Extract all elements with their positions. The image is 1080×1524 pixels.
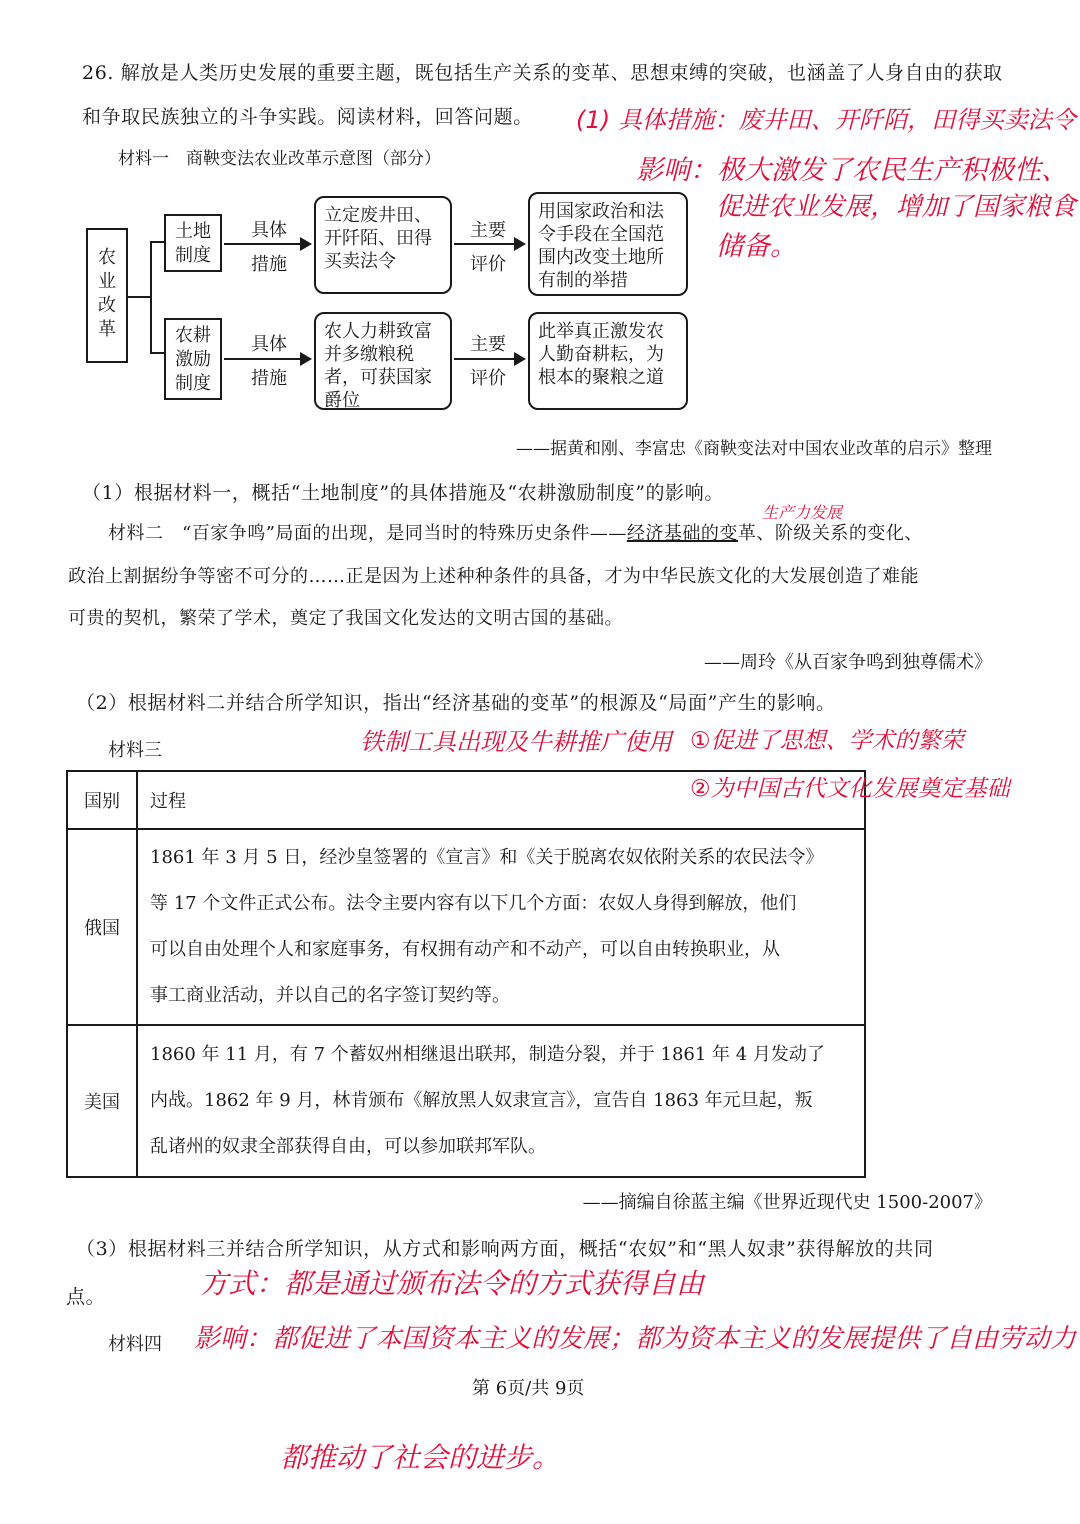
process-line: 可以自由处理个人和家庭事务，有权拥有动产和不动产，可以自由转换职业，从 bbox=[150, 939, 780, 960]
branch1-evaluation-box bbox=[528, 192, 688, 296]
handwriting-answer3-line2: 影响：都促进了本国资本主义的发展；都为资本主义的发展提供了自由劳动力 bbox=[194, 1324, 1076, 1354]
handwriting-answer2-right2: ②为中国古代文化发展奠定基础 bbox=[690, 776, 1010, 802]
table-header-country: 国别 bbox=[67, 771, 137, 829]
table-row bbox=[67, 1025, 865, 1177]
material4-title: 材料四 bbox=[108, 1334, 162, 1355]
branch1-name: 土地制度 bbox=[175, 221, 211, 266]
branch2-arrow1-label: 具体措施 bbox=[251, 334, 287, 389]
handwriting-answer1-line3: 促进农业发展，增加了国家粮食 bbox=[716, 192, 1076, 222]
material1-source: ——据黄和刚、李富忠《商鞅变法对中国农业改革的启示》整理 bbox=[516, 439, 992, 459]
branch2-arrow2-label: 主要评价 bbox=[470, 334, 506, 389]
branch1-measure-box bbox=[314, 196, 452, 294]
branch2-name: 农耕激励制度 bbox=[175, 325, 211, 394]
branch2-name-box bbox=[164, 318, 222, 400]
table-header-process: 过程 bbox=[137, 771, 865, 829]
process-line: 1861 年 3 月 5 日，经沙皇签署的《宣言》和《关于脱离农奴依附关系的农民法令》 bbox=[150, 847, 824, 868]
question-intro-line1: 26. 解放是人类历史发展的重要主题，既包括生产关系的变革、思想束缚的突破，也涵盖了人身自由的获取 bbox=[82, 62, 1003, 84]
branch1-name-box bbox=[164, 214, 222, 272]
process-line: 乱诸州的奴隶全部获得自由，可以参加联邦军队。 bbox=[150, 1136, 546, 1157]
branch2-measure-box bbox=[314, 312, 452, 410]
process-line: 等 17 个文件正式公布。法令主要内容有以下几个方面：农奴人身得到解放，他们 bbox=[150, 893, 797, 914]
diagram-root-label: 农业改革 bbox=[98, 247, 116, 340]
question-3-line1: （3）根据材料三并结合所学知识，从方式和影响两方面，概括“农奴”和“黑人奴隶”获得解放的共同 bbox=[76, 1238, 934, 1260]
branch1-arrow2-label: 主要评价 bbox=[470, 220, 506, 275]
branch1-measure: 立定废井田、开阡陌、田得买卖法令 bbox=[324, 205, 432, 272]
material2-line1 bbox=[108, 521, 923, 547]
table-cell-process bbox=[137, 1025, 865, 1177]
page-number: 第 6页/共 9页 bbox=[472, 1378, 585, 1399]
connector bbox=[128, 296, 150, 298]
connector bbox=[150, 241, 152, 353]
handwriting-answer3-line3: 都推动了社会的进步。 bbox=[280, 1441, 561, 1474]
diagram-root-box bbox=[86, 228, 128, 363]
handwriting-answer2-left: 铁制工具出现及牛耕推广使用 bbox=[360, 728, 672, 756]
material3-source: ——摘编自徐蓝主编《世界近现代史 1500-2007》 bbox=[582, 1192, 992, 1213]
material1-title: 材料一 商鞅变法农业改革示意图（部分） bbox=[118, 149, 441, 169]
material2-underlined-text: 经济基础的变 bbox=[626, 523, 738, 544]
process-line: 1860 年 11 月，有 7 个蓄奴州相继退出联邦，制造分裂，并于 1861 年 4 月发动了 bbox=[150, 1044, 825, 1065]
material3-table bbox=[66, 770, 866, 1178]
table-row bbox=[67, 829, 865, 1025]
material2-line3: 可贵的契机，繁荣了学术，奠定了我国文化发达的文明古国的基础。 bbox=[68, 608, 623, 629]
question-2: （2）根据材料二并结合所学知识，指出“经济基础的变革”的根源及“局面”产生的影响。 bbox=[76, 692, 836, 714]
material2-line2: 政治上割据纷争等密不可分的……正是因为上述种种条件的具备，才为中华民族文化的大发展创造了难能 bbox=[68, 566, 919, 587]
material2-line1-b: 革、阶级关系的变化、 bbox=[737, 523, 923, 544]
question-1: （1）根据材料一，概括“土地制度”的具体措施及“农耕激励制度”的影响。 bbox=[82, 482, 724, 504]
handwriting-material2-note: 生产力发展 bbox=[762, 503, 843, 522]
handwriting-answer3-line1: 方式：都是通过颁布法令的方式获得自由 bbox=[200, 1267, 705, 1300]
material3-title: 材料三 bbox=[108, 740, 162, 761]
material2-line1-a: 材料二 “百家争鸣”局面的出现，是同当时的特殊历史条件—— bbox=[108, 523, 627, 544]
handwriting-answer2-right1: ①促进了思想、学术的繁荣 bbox=[690, 728, 964, 754]
table-cell-country: 美国 bbox=[67, 1025, 137, 1177]
process-line: 内战。1862 年 9 月，林肯颁布《解放黑人奴隶宣言》，宣告自 1863 年元旦起，叛 bbox=[150, 1090, 813, 1111]
question-3-line2: 点。 bbox=[66, 1286, 106, 1308]
table-cell-country: 俄国 bbox=[67, 829, 137, 1025]
connector bbox=[150, 352, 164, 354]
branch1-evaluation: 用国家政治和法令手段在全国范围内改变土地所有制的举措 bbox=[538, 201, 664, 291]
process-line: 事工商业活动，并以自己的名字签订契约等。 bbox=[150, 985, 510, 1006]
connector bbox=[150, 241, 164, 243]
branch2-evaluation-box bbox=[528, 312, 688, 410]
material2-source: ——周玲《从百家争鸣到独尊儒术》 bbox=[704, 652, 992, 673]
branch2-measure: 农人力耕致富并多缴粮税者，可获国家爵位 bbox=[324, 321, 432, 411]
branch1-arrow1-label: 具体措施 bbox=[251, 220, 287, 275]
handwriting-answer1-line1: (1) 具体措施：废井田、开阡陌，田得买卖法令 bbox=[576, 106, 1076, 134]
table-cell-process bbox=[137, 829, 865, 1025]
question-intro-line2: 和争取民族独立的斗争实践。阅读材料，回答问题。 bbox=[82, 106, 533, 128]
handwriting-answer1-line4: 储备。 bbox=[716, 231, 797, 262]
branch2-evaluation: 此举真正激发农人勤奋耕耘，为根本的聚粮之道 bbox=[538, 321, 664, 388]
handwriting-answer1-line2: 影响：极大激发了农民生产积极性、 bbox=[636, 155, 1068, 186]
